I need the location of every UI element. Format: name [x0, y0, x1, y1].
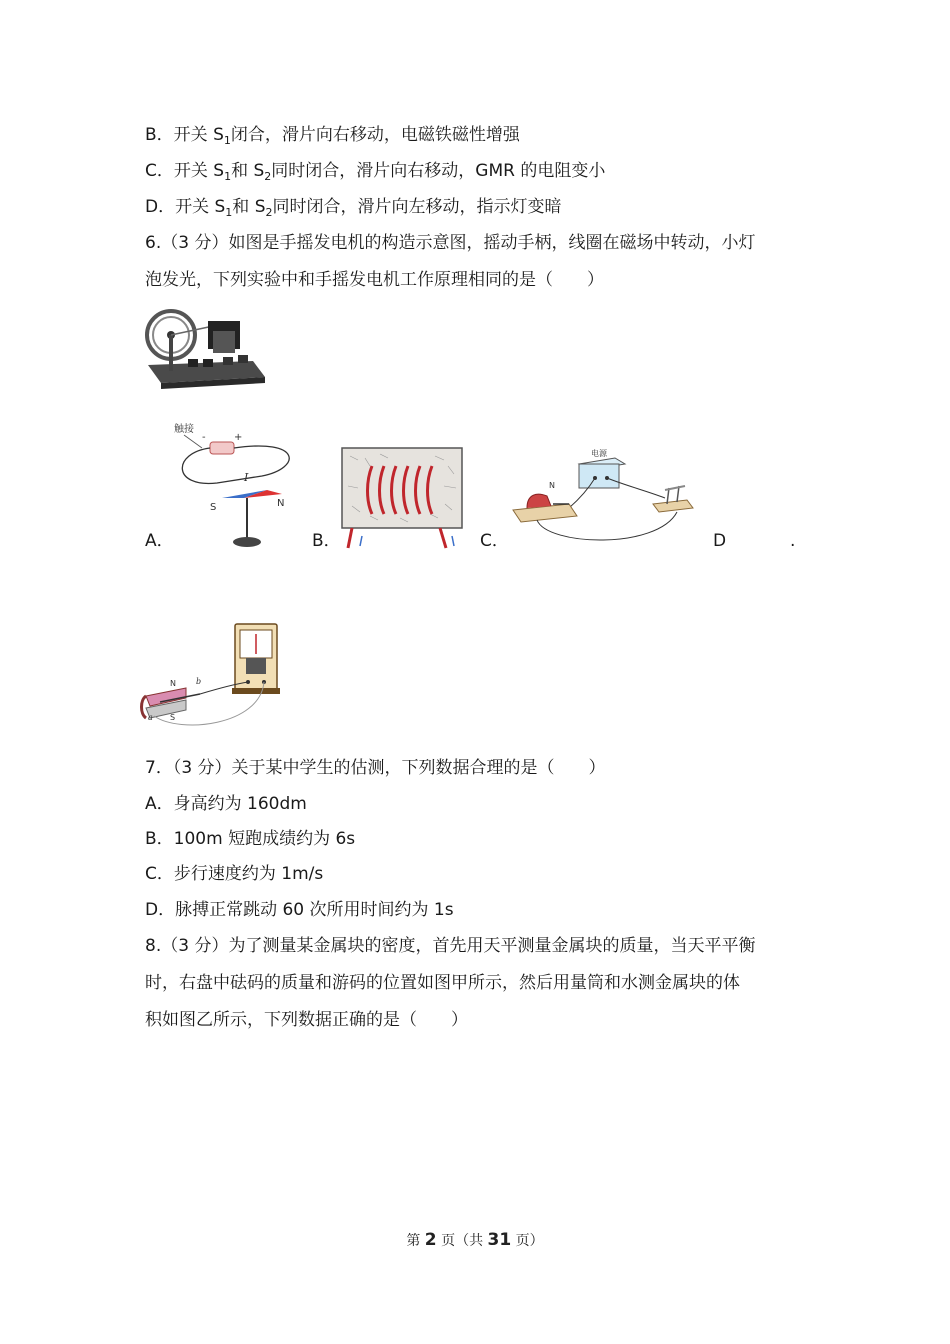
- footer-page-number: 2: [424, 1230, 437, 1250]
- q8-stem-line2: 时，右盘中砝码的质量和游码的位置如图甲所示，然后用量筒和水测金属块的体: [145, 973, 740, 993]
- q7-stem: 7．（3 分）关于某中学生的估测，下列数据合理的是（ ）: [145, 758, 606, 778]
- footer-post: 页）: [511, 1233, 544, 1249]
- q8-stem-line1: 8.（3 分）为了测量某金属块的密度，首先用天平测量金属块的质量，当天平平衡: [145, 936, 756, 956]
- q5-b-rest: 闭合，滑片向右移动，电磁铁磁性增强: [230, 125, 520, 145]
- hand-crank-generator-figure: [143, 303, 268, 395]
- fig-a-touch-label: 触接: [174, 424, 194, 435]
- fig-d-b-label: b: [196, 677, 202, 686]
- q5-d-prefix: D．开关 S: [145, 197, 226, 217]
- fig-c-power-label: 电源: [591, 449, 607, 458]
- q5-c-rest: 同时闭合，滑片向右移动，GMR 的电阻变小: [271, 161, 606, 181]
- q6-option-d-label: D: [713, 531, 727, 551]
- footer-pre: 第: [406, 1233, 425, 1249]
- q6-stem-line2: 泡发光，下列实验中和手摇发电机工作原理相同的是（ ）: [145, 270, 604, 290]
- q7-option-c: C．步行速度约为 1m/s: [145, 864, 324, 884]
- fig-a-s-label: S: [210, 502, 217, 513]
- fig-a-current-label: I: [244, 471, 249, 484]
- page-footer: [0, 1230, 950, 1250]
- q5-b-prefix: B．开关 S: [145, 125, 224, 145]
- fig-c-n-label: N: [549, 481, 555, 490]
- q5-c-sub1: 1: [224, 170, 232, 183]
- option-c-motor-figure: [507, 446, 699, 550]
- q5-d-sub1: 1: [225, 206, 233, 219]
- footer-mid: 页（共: [436, 1233, 488, 1249]
- q5-c-sub2: 2: [264, 170, 272, 183]
- q8-stem-line3: 积如图乙所示，下列数据正确的是（ ）: [145, 1010, 468, 1030]
- q6-option-a-label: A．: [145, 531, 174, 551]
- q5-option-c: [145, 161, 605, 187]
- fig-d-a-label: a: [148, 713, 153, 722]
- q5-d-mid: 和 S: [232, 197, 266, 217]
- fig-a-minus: -: [202, 432, 206, 443]
- option-d-induction-figure: [140, 622, 280, 734]
- fig-d-n-label: N: [170, 679, 176, 688]
- q7-option-d: D．脉搏正常跳动 60 次所用时间约为 1s: [145, 900, 454, 920]
- q6-option-c-label: C．: [480, 531, 509, 551]
- fig-a-plus: +: [234, 432, 243, 443]
- q6-option-d-period: .: [790, 531, 796, 551]
- q5-c-prefix: C．开关 S: [145, 161, 225, 181]
- q5-d-rest: 同时闭合，滑片向左移动，指示灯变暗: [272, 197, 562, 217]
- footer-total-pages: 31: [487, 1230, 512, 1250]
- q5-c-mid: 和 S: [231, 161, 265, 181]
- option-b-solenoid-figure: [340, 446, 465, 550]
- fig-a-n-label: N: [277, 498, 285, 509]
- fig-d-s-label: S: [170, 713, 176, 722]
- q6-stem-line1: 6.（3 分）如图是手摇发电机的构造示意图，摇动手柄，线圈在磁场中转动，小灯: [145, 233, 756, 253]
- q5-option-b: [145, 125, 520, 151]
- q5-d-sub2: 2: [265, 206, 273, 219]
- q7-option-a: A．身高约为 160dm: [145, 794, 307, 814]
- option-a-oersted-figure: [172, 418, 300, 550]
- q6-option-b-label: B．: [312, 531, 341, 551]
- q7-option-b: B．100m 短跑成绩约为 6s: [145, 829, 356, 849]
- q5-b-sub1: 1: [223, 134, 231, 147]
- q5-option-d: [145, 197, 562, 223]
